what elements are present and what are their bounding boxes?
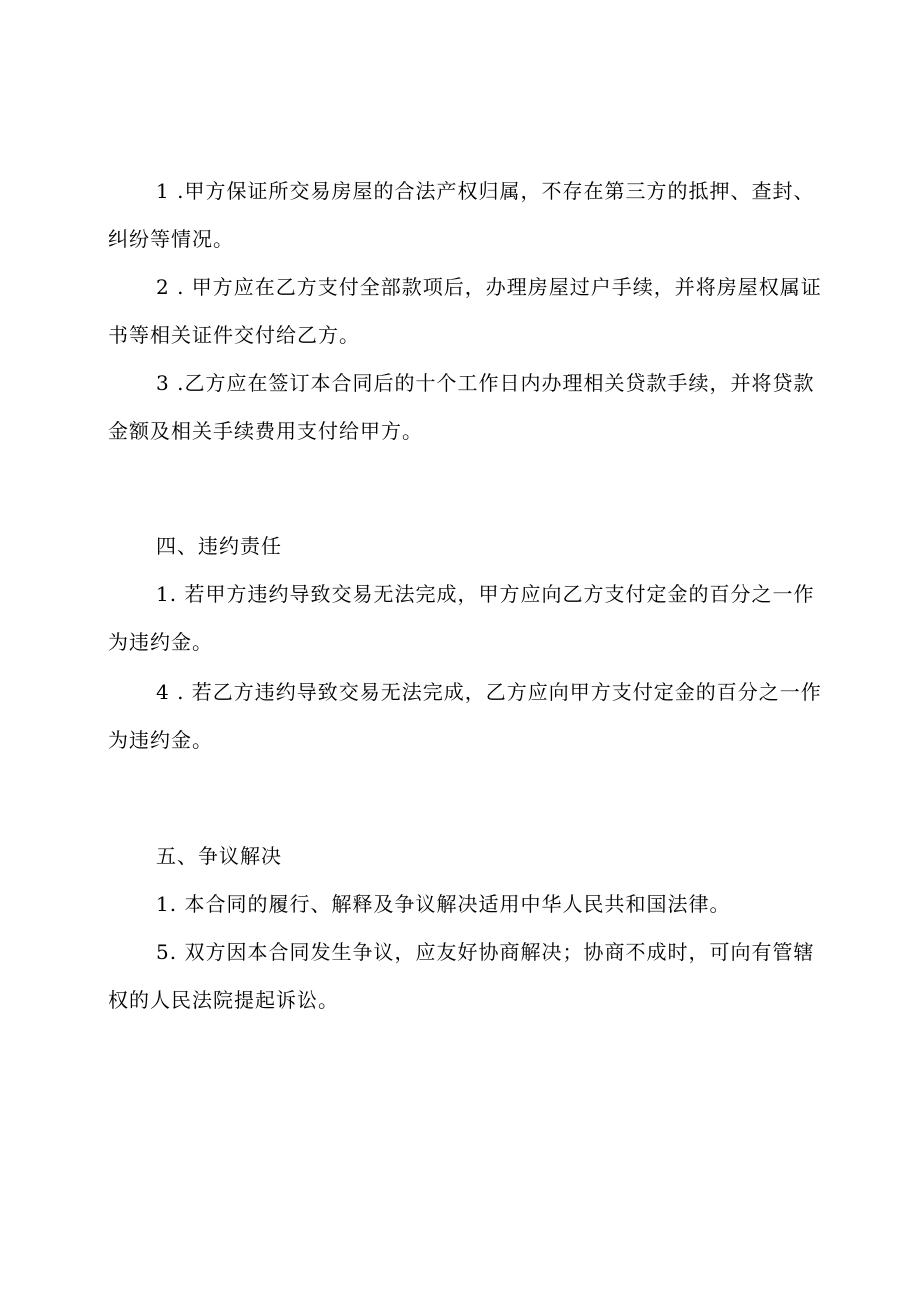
clause-text: 双方因本合同发生争议，应友好协商解决；协商不成时，可向有管辖权的人民法院提起诉讼。 [108,940,815,1012]
clause-text: .甲方保证所交易房屋的合法产权归属，不存在第三方的抵押、查封、纠纷等情况。 [108,179,815,251]
clause-3-1 [108,167,824,263]
clause-number: 2 [156,275,170,299]
clause-text: . 甲方应在乙方支付全部款项后，办理房屋过户手续，并将房屋权属证书等相关证件交付给乙方。 [108,275,822,347]
clause-number: 4 [156,680,170,704]
clause-number: 1. [156,892,178,916]
clause-4-2 [108,668,824,764]
clause-5-1 [108,880,824,928]
clause-number: 5. [156,940,178,964]
clause-number: 1. [156,582,178,606]
clause-number: 1 [156,179,170,203]
clause-text: 本合同的履行、解释及争议解决适用中华人民共和国法律。 [177,892,731,916]
clause-3-3 [108,359,824,455]
clause-number: 3 [156,371,170,395]
section-heading-dispute: 五、争议解决 [156,844,282,868]
section-heading-breach: 四、违约责任 [156,534,282,558]
clause-4-1 [108,570,824,666]
clause-3-2 [108,263,824,359]
clause-text: .乙方应在签订本合同后的十个工作日内办理相关贷款手续，并将贷款金额及相关手续费用支付给甲方。 [108,371,815,443]
clause-5-2 [108,928,824,1024]
clause-text: 若甲方违约导致交易无法完成，甲方应向乙方支付定金的百分之一作为违约金。 [108,582,815,654]
clause-text: . 若乙方违约导致交易无法完成，乙方应向甲方支付定金的百分之一作为违约金。 [108,680,822,752]
